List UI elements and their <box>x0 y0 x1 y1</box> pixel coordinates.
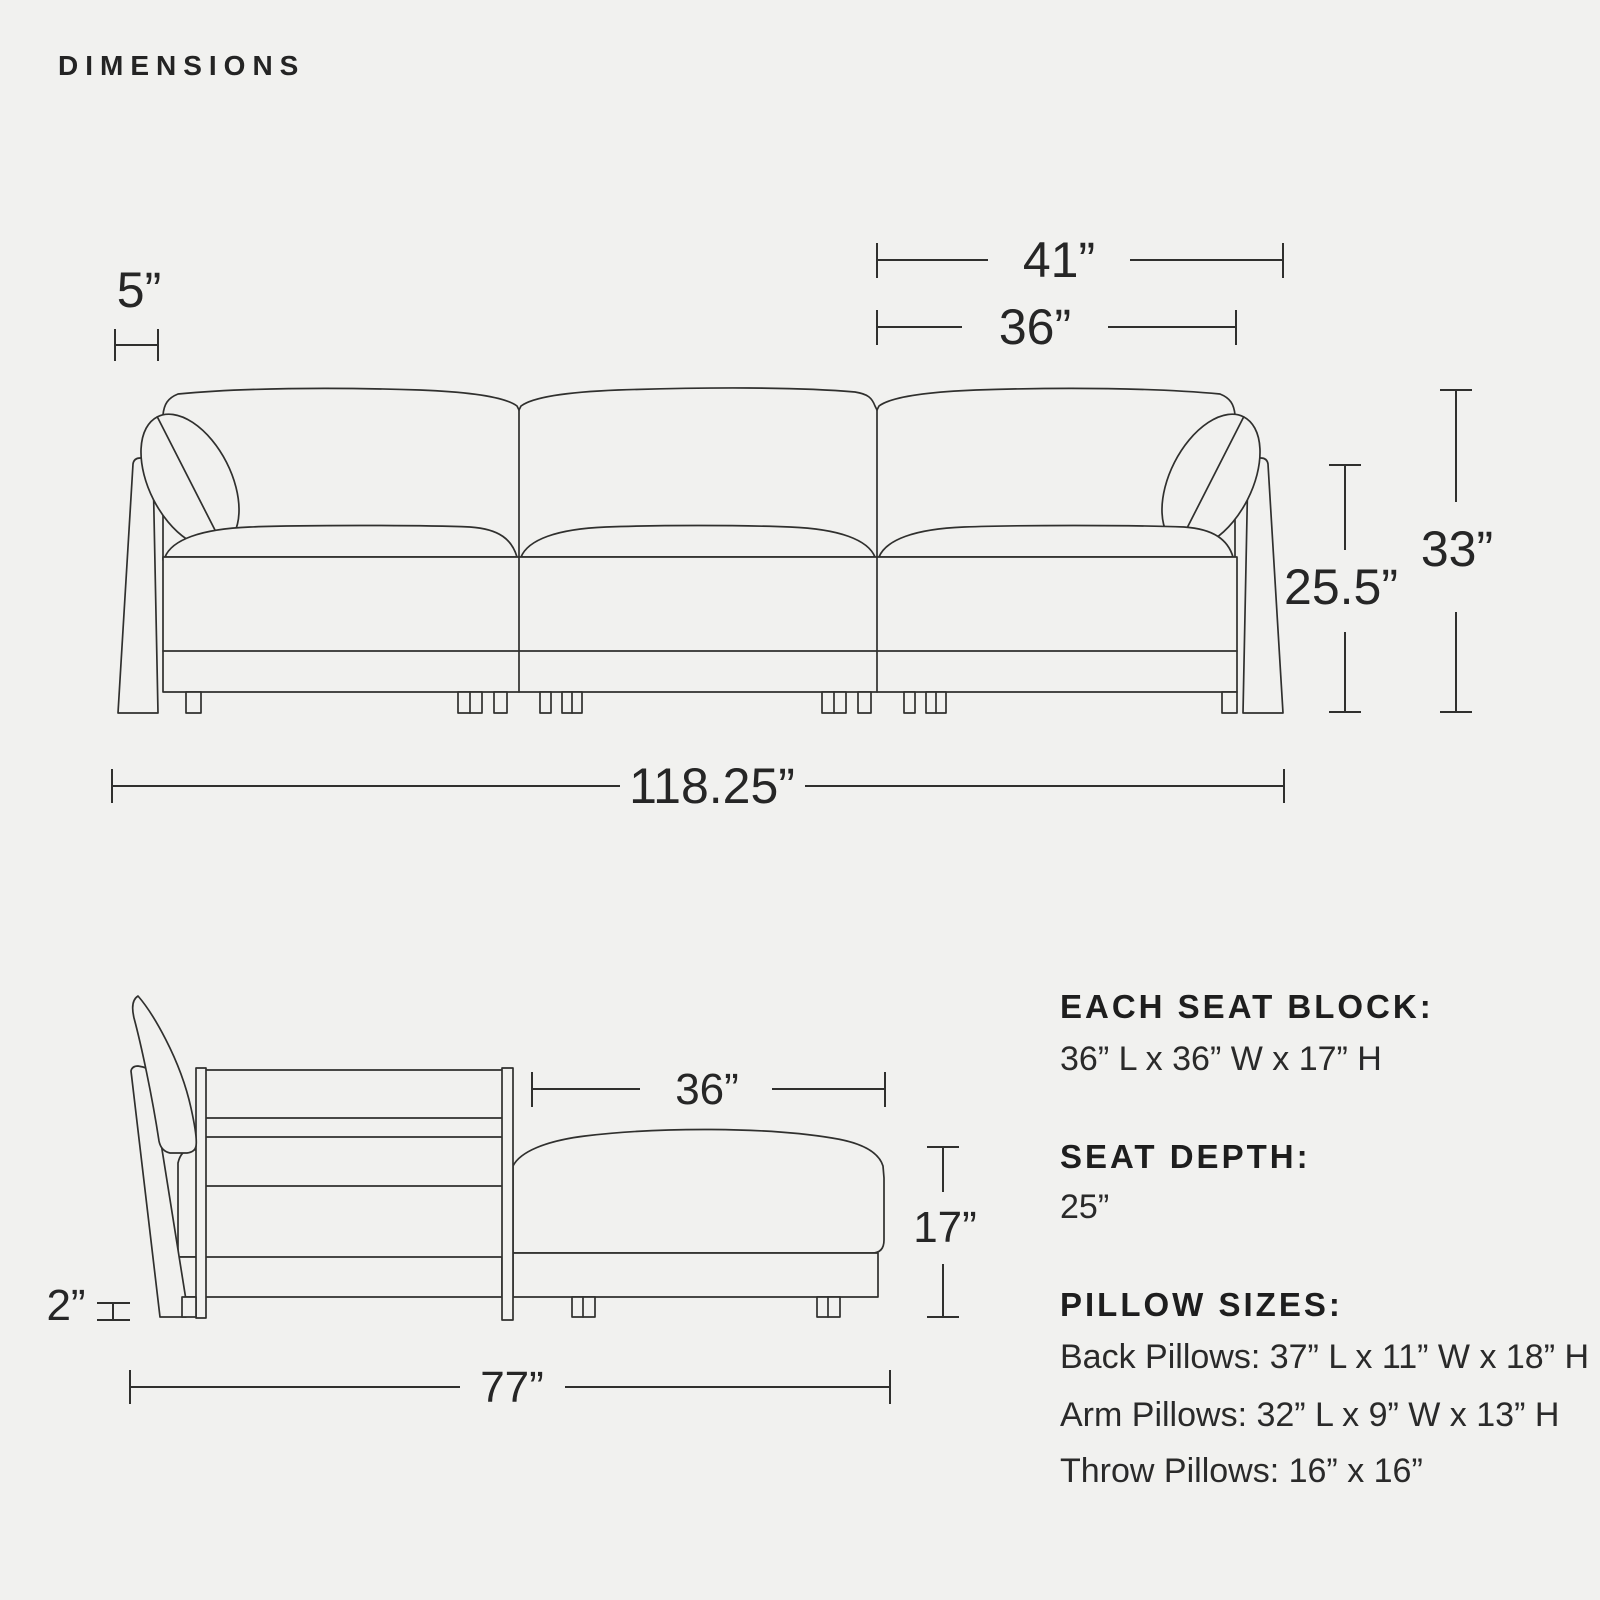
page-title: DIMENSIONS <box>58 50 306 81</box>
sofa-leg <box>494 692 507 713</box>
pillow-size-arm: Arm Pillows: 32” L x 9” W x 13” H <box>1060 1396 1560 1434</box>
side-frame-post-front <box>502 1068 513 1320</box>
sofa-leg <box>182 1297 196 1317</box>
dim-arm-width-label: 5” <box>116 262 162 318</box>
dim-seat-height <box>913 1147 977 1317</box>
dim-leg-height-label: 2” <box>46 1281 86 1330</box>
sofa-leg <box>186 692 201 713</box>
seat-block-value: 36” L x 36” W x 17” H <box>1060 1040 1382 1078</box>
dim-chaise-length <box>532 1065 885 1114</box>
dim-seat-plus-arm-label: 41” <box>1022 232 1096 288</box>
sofa-leg <box>540 692 551 713</box>
side-frame-post-back <box>196 1068 206 1318</box>
dim-overall-height <box>1421 390 1493 712</box>
dim-overall-depth-label: 77” <box>480 1363 544 1412</box>
front-seat-cushion-3 <box>879 526 1233 558</box>
front-view <box>112 232 1493 814</box>
side-view <box>46 996 976 1412</box>
side-frame-base <box>178 1257 502 1297</box>
side-ottoman-plinth <box>513 1253 878 1297</box>
dim-arm-width <box>115 262 161 361</box>
front-base <box>163 557 1237 692</box>
dim-seat-block-width <box>877 299 1236 355</box>
dim-overall-height-label: 33” <box>1420 521 1494 577</box>
dim-overall-width-label: 118.25” <box>629 758 795 814</box>
pillow-size-back: Back Pillows: 37” L x 11” W x 18” H <box>1060 1338 1590 1376</box>
dim-seat-height-label: 17” <box>913 1203 977 1252</box>
dim-seat-plus-arm-width <box>877 232 1283 288</box>
seat-depth-value: 25” <box>1060 1188 1110 1226</box>
front-seat-cushion-1 <box>165 526 517 558</box>
front-legs <box>186 692 1237 713</box>
sofa-leg <box>858 692 871 713</box>
dim-overall-depth <box>130 1363 890 1412</box>
sofa-leg <box>1222 692 1237 713</box>
dim-overall-width <box>112 758 1284 814</box>
side-frame-slat-lower <box>202 1137 507 1186</box>
dim-leg-height <box>46 1281 130 1330</box>
dim-chaise-length-label: 36” <box>675 1065 739 1114</box>
sofa-leg <box>904 692 915 713</box>
dim-seat-block-label: 36” <box>998 299 1072 355</box>
seat-depth-heading: SEAT DEPTH: <box>1060 1138 1311 1175</box>
front-seat-cushion-2 <box>521 526 875 558</box>
side-frame-slat-upper <box>202 1070 507 1118</box>
pillow-size-throw: Throw Pillows: 16” x 16” <box>1060 1452 1423 1490</box>
seat-block-heading: EACH SEAT BLOCK: <box>1060 988 1434 1025</box>
dim-back-height-label: 25.5” <box>1284 559 1398 615</box>
pillow-sizes-heading: PILLOW SIZES: <box>1060 1286 1343 1323</box>
side-ottoman-cushion <box>513 1129 884 1253</box>
dim-back-height <box>1284 465 1398 712</box>
